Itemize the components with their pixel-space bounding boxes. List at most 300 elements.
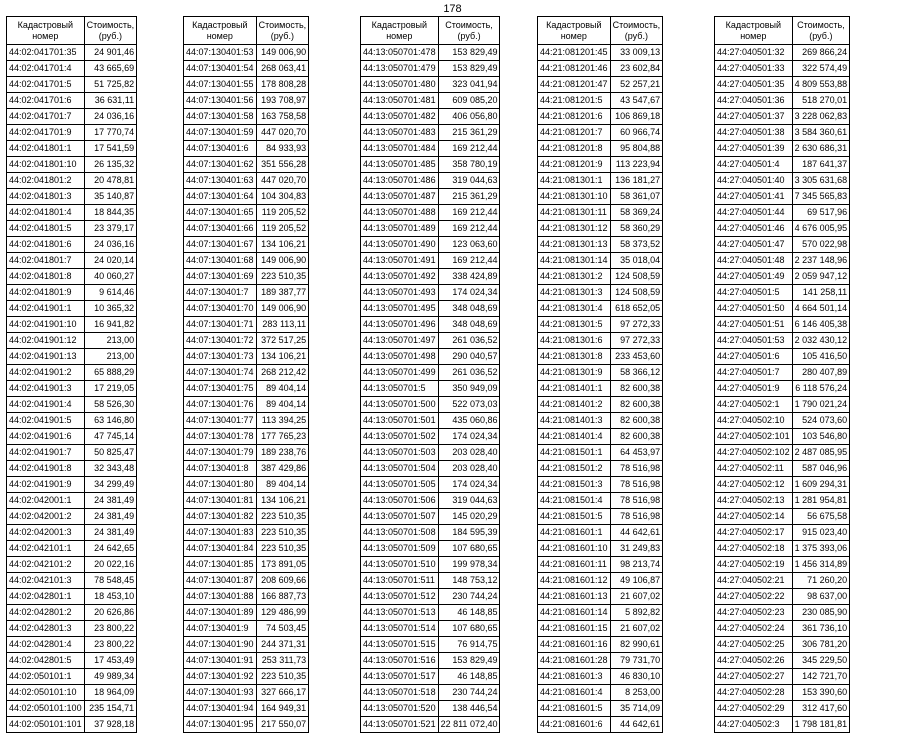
cadastral-number-cell: 44:21:081601:1: [538, 525, 611, 541]
cost-cell: 119 205,52: [256, 205, 309, 221]
cadastral-number-cell: 44:07:130401:77: [184, 413, 257, 429]
table-row: [715, 445, 850, 461]
table-row: [538, 621, 663, 637]
cost-cell: 63 146,80: [84, 413, 137, 429]
cost-cell: 124 508,59: [610, 269, 663, 285]
cadastral-number-cell: 44:07:130401:81: [184, 493, 257, 509]
cost-cell: 56 675,58: [792, 509, 850, 525]
cost-cell: 358 780,19: [438, 157, 500, 173]
cadastral-number-cell: 44:21:081601:15: [538, 621, 611, 637]
cost-cell: 18 453,10: [84, 589, 137, 605]
cost-cell: 4 676 005,95: [792, 221, 850, 237]
cost-cell: 1 375 393,06: [792, 541, 850, 557]
cadastral-number-cell: 44:02:042101:2: [7, 557, 85, 573]
cost-cell: 95 804,88: [610, 141, 663, 157]
table-row: [184, 717, 309, 733]
cadastral-number-cell: 44:27:040502:101: [715, 429, 793, 445]
cadastral-number-cell: 44:21:081301:4: [538, 301, 611, 317]
cadastral-table-2: [183, 16, 309, 733]
cost-cell: 169 212,44: [438, 253, 500, 269]
cadastral-number-cell: 44:13:050701:480: [361, 77, 439, 93]
cadastral-number-cell: 44:21:081601:11: [538, 557, 611, 573]
cost-cell: 31 249,83: [610, 541, 663, 557]
cost-cell: 261 036,52: [438, 365, 500, 381]
cadastral-number-cell: 44:07:130401:6: [184, 141, 257, 157]
cost-cell: 134 106,21: [256, 493, 309, 509]
table-row: [715, 317, 850, 333]
cadastral-number-cell: 44:02:042001:3: [7, 525, 85, 541]
table-row: [184, 285, 309, 301]
table-row: [538, 157, 663, 173]
cost-cell: 8 253,00: [610, 685, 663, 701]
cost-cell: 522 073,03: [438, 397, 500, 413]
cadastral-number-cell: 44:21:081401:2: [538, 397, 611, 413]
table-row: [538, 45, 663, 61]
table-row: [715, 141, 850, 157]
cost-cell: 35 714,09: [610, 701, 663, 717]
cost-cell: 2 059 947,12: [792, 269, 850, 285]
table-row: [715, 349, 850, 365]
table-row: [715, 605, 850, 621]
table-row: [361, 717, 500, 733]
table-row: [7, 349, 137, 365]
table-row: [184, 669, 309, 685]
table-row: [715, 621, 850, 637]
table-row: [715, 717, 850, 733]
cost-cell: 44 642,61: [610, 717, 663, 733]
cadastral-number-cell: 44:27:040502:13: [715, 493, 793, 509]
table-row: [715, 125, 850, 141]
cadastral-number-cell: 44:02:042801:4: [7, 637, 85, 653]
cost-cell: 587 046,96: [792, 461, 850, 477]
cost-cell: 24 381,49: [84, 493, 137, 509]
cost-cell: 24 901,46: [84, 45, 137, 61]
cost-cell: 163 758,58: [256, 109, 309, 125]
cost-cell: 145 020,29: [438, 509, 500, 525]
table-row: [184, 237, 309, 253]
table-row: [538, 221, 663, 237]
cost-cell: 280 407,89: [792, 365, 850, 381]
cadastral-number-cell: 44:13:050701:490: [361, 237, 439, 253]
cadastral-number-cell: 44:13:050701:507: [361, 509, 439, 525]
table-row: [7, 557, 137, 573]
cost-cell: 149 006,90: [256, 253, 309, 269]
cadastral-number-cell: 44:07:130401:90: [184, 637, 257, 653]
cost-cell: 6 146 405,38: [792, 317, 850, 333]
cost-cell: 43 665,69: [84, 61, 137, 77]
cost-cell: 230 744,24: [438, 685, 500, 701]
cadastral-number-cell: 44:02:041801:8: [7, 269, 85, 285]
cost-cell: 306 781,20: [792, 637, 850, 653]
table-row: [538, 653, 663, 669]
table-row: [184, 333, 309, 349]
cost-cell: 223 510,35: [256, 541, 309, 557]
table-row: [184, 429, 309, 445]
table-row: [538, 477, 663, 493]
table-row: [361, 125, 500, 141]
cost-cell: 223 510,35: [256, 509, 309, 525]
cadastral-number-cell: 44:02:041701:4: [7, 61, 85, 77]
table-row: [361, 541, 500, 557]
table-row: [184, 413, 309, 429]
table-row: [538, 605, 663, 621]
cadastral-number-cell: 44:13:050701:491: [361, 253, 439, 269]
cadastral-number-cell: 44:21:081401:4: [538, 429, 611, 445]
cost-cell: 123 063,60: [438, 237, 500, 253]
table-row: [538, 317, 663, 333]
table-row: [361, 317, 500, 333]
cadastral-number-cell: 44:02:050101:1: [7, 669, 85, 685]
cadastral-number-cell: 44:21:081301:2: [538, 269, 611, 285]
cost-cell: 78 516,98: [610, 461, 663, 477]
table-row: [361, 701, 500, 717]
table-row: [361, 669, 500, 685]
cadastral-number-cell: 44:13:050701:482: [361, 109, 439, 125]
cost-cell: 4 664 501,14: [792, 301, 850, 317]
cost-cell: 235 154,71: [84, 701, 137, 717]
table-row: [715, 221, 850, 237]
table-row: [7, 589, 137, 605]
cost-cell: 142 721,70: [792, 669, 850, 685]
table-row: [7, 573, 137, 589]
cadastral-number-cell: 44:21:081501:2: [538, 461, 611, 477]
cadastral-number-cell: 44:07:130401:9: [184, 621, 257, 637]
table-row: [538, 109, 663, 125]
cadastral-number-cell: 44:02:041701:35: [7, 45, 85, 61]
cadastral-number-cell: 44:21:081601:12: [538, 573, 611, 589]
cost-cell: 58 366,12: [610, 365, 663, 381]
table-row: [184, 381, 309, 397]
cadastral-number-cell: 44:07:130401:69: [184, 269, 257, 285]
table-row: [538, 637, 663, 653]
table-row: [715, 669, 850, 685]
cadastral-number-cell: 44:27:040501:38: [715, 125, 793, 141]
cost-cell: 327 666,17: [256, 685, 309, 701]
cost-cell: 74 503,45: [256, 621, 309, 637]
cost-cell: 184 595,39: [438, 525, 500, 541]
table-row: [184, 557, 309, 573]
cost-cell: 215 361,29: [438, 189, 500, 205]
cost-cell: 18 844,35: [84, 205, 137, 221]
table-row: [7, 477, 137, 493]
cost-cell: 174 024,34: [438, 429, 500, 445]
cadastral-number-cell: 44:27:040502:23: [715, 605, 793, 621]
cost-cell: 189 238,76: [256, 445, 309, 461]
cadastral-number-header: Кадастровый номер: [361, 17, 439, 45]
cadastral-number-cell: 44:13:050701:488: [361, 205, 439, 221]
table-row: [184, 349, 309, 365]
cost-cell: 50 825,47: [84, 445, 137, 461]
cost-cell: 1 609 294,31: [792, 477, 850, 493]
table-row: [538, 589, 663, 605]
cadastral-number-cell: 44:27:040502:12: [715, 477, 793, 493]
cost-cell: 21 607,02: [610, 621, 663, 637]
cost-cell: 35 140,87: [84, 189, 137, 205]
cost-cell: 1 456 314,89: [792, 557, 850, 573]
cost-cell: 518 270,01: [792, 93, 850, 109]
cadastral-number-cell: 44:02:042101:1: [7, 541, 85, 557]
cost-cell: 58 373,52: [610, 237, 663, 253]
cadastral-number-cell: 44:07:130401:84: [184, 541, 257, 557]
table-row: [184, 269, 309, 285]
cadastral-number-cell: 44:21:081301:8: [538, 349, 611, 365]
table-row: [715, 365, 850, 381]
table-row: [361, 477, 500, 493]
cost-cell: 10 365,32: [84, 301, 137, 317]
cadastral-number-cell: 44:21:081201:47: [538, 77, 611, 93]
cadastral-number-cell: 44:07:130401:79: [184, 445, 257, 461]
cost-cell: 215 361,29: [438, 125, 500, 141]
cadastral-number-cell: 44:27:040502:102: [715, 445, 793, 461]
table-row: [715, 77, 850, 93]
cadastral-number-cell: 44:21:081501:4: [538, 493, 611, 509]
cost-cell: 37 928,18: [84, 717, 137, 733]
cadastral-number-cell: 44:13:050701:489: [361, 221, 439, 237]
cost-cell: 58 526,30: [84, 397, 137, 413]
table-row: [7, 269, 137, 285]
table-row: [538, 61, 663, 77]
table-row: [715, 413, 850, 429]
table-row: [184, 685, 309, 701]
table-row: [7, 93, 137, 109]
cadastral-number-cell: 44:13:050701:515: [361, 637, 439, 653]
table-row: [538, 573, 663, 589]
cadastral-number-cell: 44:21:081201:8: [538, 141, 611, 157]
cadastral-number-cell: 44:21:081501:3: [538, 477, 611, 493]
table-row: [538, 717, 663, 733]
table-row: [538, 333, 663, 349]
cadastral-number-cell: 44:27:040501:39: [715, 141, 793, 157]
table-row: [538, 493, 663, 509]
cadastral-number-cell: 44:27:040501:7: [715, 365, 793, 381]
table-row: [361, 461, 500, 477]
cadastral-number-cell: 44:13:050701:510: [361, 557, 439, 573]
cost-cell: 348 048,69: [438, 301, 500, 317]
table-row: [184, 477, 309, 493]
cadastral-number-cell: 44:27:040502:17: [715, 525, 793, 541]
table-row: [538, 685, 663, 701]
cadastral-number-cell: 44:21:081301:5: [538, 317, 611, 333]
cost-cell: 174 024,34: [438, 477, 500, 493]
cost-cell: 24 036,16: [84, 237, 137, 253]
cost-cell: 141 258,11: [792, 285, 850, 301]
table-row: [184, 701, 309, 717]
table-row: [361, 381, 500, 397]
table-row: [715, 541, 850, 557]
table-row: [7, 717, 137, 733]
table-row: [7, 701, 137, 717]
table-row: [715, 653, 850, 669]
table-row: [715, 189, 850, 205]
cadastral-number-cell: 44:02:041801:3: [7, 189, 85, 205]
cadastral-number-header: Кадастровый номер: [184, 17, 257, 45]
cost-cell: 148 753,12: [438, 573, 500, 589]
cadastral-number-cell: 44:21:081301:14: [538, 253, 611, 269]
cost-cell: 22 811 072,40: [438, 717, 500, 733]
table-row: [361, 493, 500, 509]
cost-cell: 3 584 360,61: [792, 125, 850, 141]
cadastral-number-cell: 44:02:050101:100: [7, 701, 85, 717]
cadastral-number-cell: 44:13:050701:5: [361, 381, 439, 397]
table-row: [361, 93, 500, 109]
cost-cell: 113 394,25: [256, 413, 309, 429]
cadastral-number-cell: 44:27:040501:9: [715, 381, 793, 397]
table-row: [538, 301, 663, 317]
table-row: [7, 365, 137, 381]
table-row: [538, 445, 663, 461]
table-row: [361, 205, 500, 221]
table-row: [7, 621, 137, 637]
table-row: [184, 525, 309, 541]
cost-cell: 46 148,85: [438, 669, 500, 685]
cadastral-number-cell: 44:27:040502:28: [715, 685, 793, 701]
cost-cell: 97 272,33: [610, 333, 663, 349]
table-row: [361, 589, 500, 605]
cost-cell: 290 040,57: [438, 349, 500, 365]
cadastral-number-cell: 44:07:130401:62: [184, 157, 257, 173]
cadastral-number-cell: 44:13:050701:485: [361, 157, 439, 173]
cost-cell: 406 056,80: [438, 109, 500, 125]
cost-cell: 348 048,69: [438, 317, 500, 333]
table-row: [538, 285, 663, 301]
table-row: [538, 701, 663, 717]
cadastral-number-cell: 44:13:050701:496: [361, 317, 439, 333]
cost-cell: 17 219,05: [84, 381, 137, 397]
cost-cell: 138 446,54: [438, 701, 500, 717]
cost-cell: 136 181,27: [610, 173, 663, 189]
table-row: [7, 253, 137, 269]
cost-cell: 1 281 954,81: [792, 493, 850, 509]
table-row: [715, 397, 850, 413]
cost-header: Стоимость, (руб.): [84, 17, 137, 45]
cadastral-number-cell: 44:13:050701:520: [361, 701, 439, 717]
cadastral-number-cell: 44:21:081501:5: [538, 509, 611, 525]
table-row: [184, 45, 309, 61]
table-row: [715, 205, 850, 221]
table-row: [361, 221, 500, 237]
cadastral-number-cell: 44:27:040502:11: [715, 461, 793, 477]
cost-cell: 104 304,83: [256, 189, 309, 205]
cost-cell: 177 765,23: [256, 429, 309, 445]
cost-cell: 319 044,63: [438, 173, 500, 189]
cost-cell: 435 060,86: [438, 413, 500, 429]
table-row: [7, 381, 137, 397]
page-number: 178: [443, 3, 462, 15]
cost-cell: 24 381,49: [84, 525, 137, 541]
cost-cell: 20 626,86: [84, 605, 137, 621]
table-row: [184, 493, 309, 509]
cadastral-number-cell: 44:07:130401:65: [184, 205, 257, 221]
cost-cell: 1 798 181,81: [792, 717, 850, 733]
table-row: [538, 349, 663, 365]
cadastral-number-cell: 44:27:040501:51: [715, 317, 793, 333]
table-row: [184, 653, 309, 669]
table-row: [184, 141, 309, 157]
cadastral-number-cell: 44:02:041801:1: [7, 141, 85, 157]
table-row: [184, 573, 309, 589]
cost-cell: 2 237 148,96: [792, 253, 850, 269]
cadastral-number-cell: 44:27:040501:6: [715, 349, 793, 365]
table-row: [184, 397, 309, 413]
cadastral-table-5: [714, 16, 850, 733]
cadastral-number-cell: 44:21:081601:6: [538, 717, 611, 733]
cost-cell: 76 914,75: [438, 637, 500, 653]
table-row: [715, 493, 850, 509]
cost-cell: 2 032 430,12: [792, 333, 850, 349]
cadastral-number-cell: 44:27:040501:47: [715, 237, 793, 253]
cadastral-number-cell: 44:07:130401:83: [184, 525, 257, 541]
cost-cell: 2 630 686,31: [792, 141, 850, 157]
table-row: [538, 541, 663, 557]
cost-cell: 98 637,00: [792, 589, 850, 605]
cost-cell: 78 516,98: [610, 477, 663, 493]
cadastral-number-cell: 44:07:130401:70: [184, 301, 257, 317]
cadastral-number-cell: 44:21:081201:45: [538, 45, 611, 61]
cadastral-number-cell: 44:07:130401:75: [184, 381, 257, 397]
cadastral-number-cell: 44:02:042801:5: [7, 653, 85, 669]
cadastral-number-cell: 44:02:041901:1: [7, 301, 85, 317]
cadastral-number-cell: 44:07:130401:66: [184, 221, 257, 237]
cadastral-number-cell: 44:02:041901:10: [7, 317, 85, 333]
table-row: [184, 157, 309, 173]
cadastral-number-cell: 44:27:040501:4: [715, 157, 793, 173]
cadastral-number-cell: 44:02:050101:10: [7, 685, 85, 701]
table-row: [538, 365, 663, 381]
table-row: [715, 301, 850, 317]
cost-cell: 1 790 021,24: [792, 397, 850, 413]
cadastral-number-cell: 44:21:081301:1: [538, 173, 611, 189]
table-row: [361, 269, 500, 285]
cadastral-number-cell: 44:07:130401:71: [184, 317, 257, 333]
cost-cell: 351 556,28: [256, 157, 309, 173]
table-row: [361, 557, 500, 573]
cadastral-number-cell: 44:27:040502:27: [715, 669, 793, 685]
table-row: [538, 141, 663, 157]
cost-cell: 387 429,86: [256, 461, 309, 477]
cadastral-number-cell: 44:07:130401:94: [184, 701, 257, 717]
cost-cell: 107 680,65: [438, 621, 500, 637]
cadastral-number-cell: 44:27:040502:1: [715, 397, 793, 413]
cost-cell: 253 311,73: [256, 653, 309, 669]
table-row: [715, 173, 850, 189]
table-row: [715, 45, 850, 61]
table-row: [361, 429, 500, 445]
cadastral-number-cell: 44:07:130401:87: [184, 573, 257, 589]
cadastral-number-cell: 44:21:081601:3: [538, 669, 611, 685]
cadastral-number-cell: 44:27:040502:29: [715, 701, 793, 717]
cost-cell: 82 990,61: [610, 637, 663, 653]
cost-cell: 43 547,67: [610, 93, 663, 109]
cost-cell: 319 044,63: [438, 493, 500, 509]
cadastral-number-cell: 44:27:040502:25: [715, 637, 793, 653]
cadastral-number-cell: 44:27:040501:36: [715, 93, 793, 109]
cadastral-number-cell: 44:02:041801:7: [7, 253, 85, 269]
cost-cell: 153 390,60: [792, 685, 850, 701]
table-row: [184, 445, 309, 461]
cost-cell: 34 299,49: [84, 477, 137, 493]
cadastral-number-cell: 44:13:050701:493: [361, 285, 439, 301]
cadastral-number-cell: 44:13:050701:511: [361, 573, 439, 589]
cadastral-number-cell: 44:21:081401:3: [538, 413, 611, 429]
cost-cell: 49 106,87: [610, 573, 663, 589]
cadastral-number-cell: 44:02:041901:8: [7, 461, 85, 477]
cost-header: Стоимость, (руб.): [438, 17, 500, 45]
cadastral-number-cell: 44:21:081301:6: [538, 333, 611, 349]
table-row: [7, 109, 137, 125]
table-row: [715, 557, 850, 573]
cost-cell: 134 106,21: [256, 237, 309, 253]
cadastral-number-cell: 44:27:040502:14: [715, 509, 793, 525]
